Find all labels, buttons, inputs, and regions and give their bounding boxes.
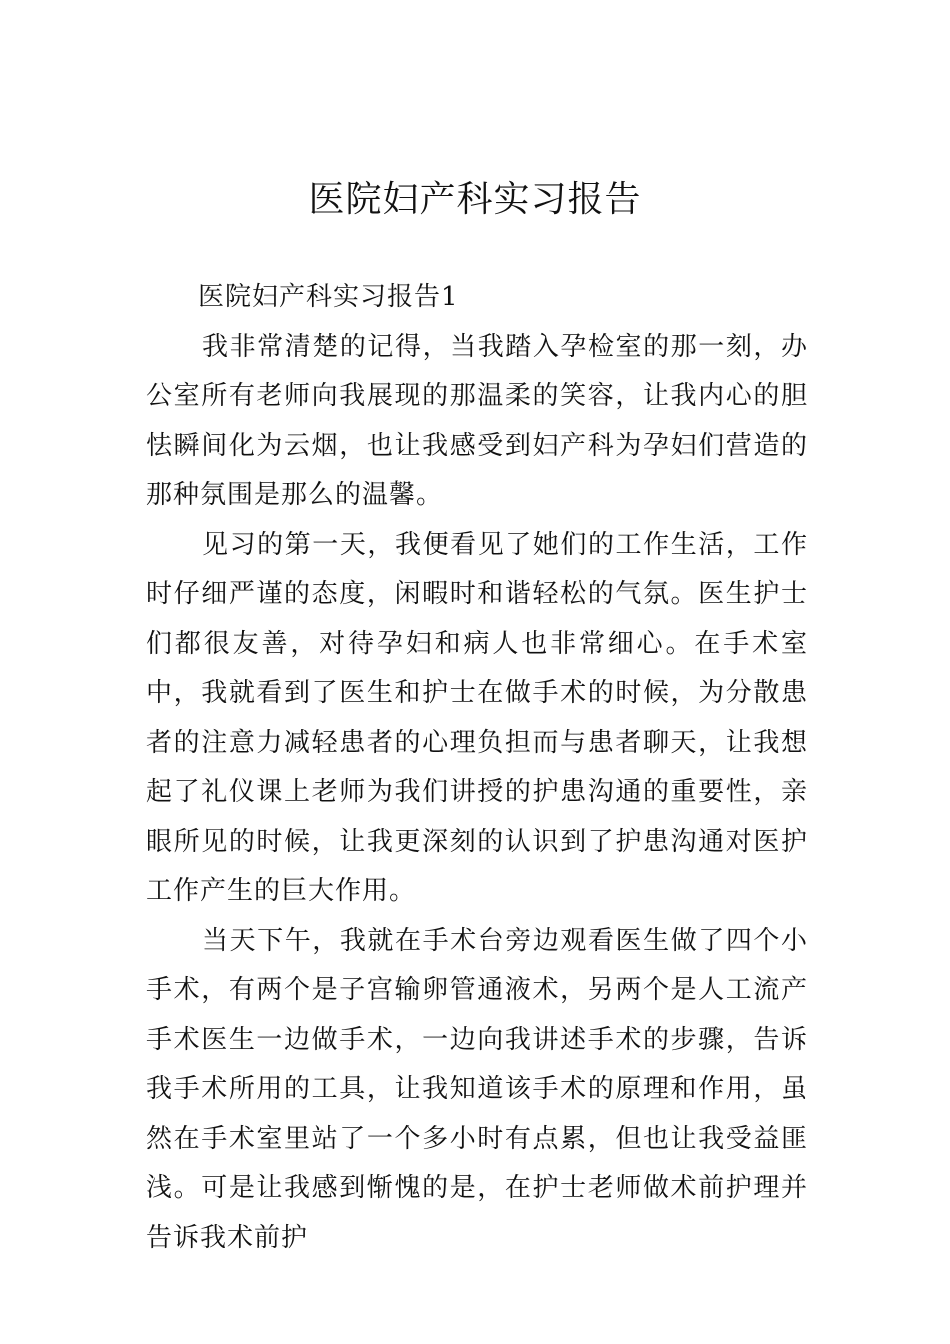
paragraph-3: 当天下午，我就在手术台旁边观看医生做了四个小手术，有两个是子宫输卵管通液术，另两个是人工流产手术医生一边做手术，一边向我讲述手术的步骤，告诉我手术所用的工具，让我知道该手术的原理和作用，虽然在手术室里站了一个多小时有点累，但也让我受益匪浅。可是让我感到惭愧的是，在护士老师做术前护理并告诉我术前护 [146,925,808,1253]
paragraph-2: 见习的第一天，我便看见了她们的工作生活，工作时仔细严谨的态度，闲暇时和谐轻松的气氛。医生护士们都很友善，对待孕妇和病人也非常细心。在手术室中，我就看到了医生和护士在做手术的时候，为分散患者的注意力减轻患者的心理负担而与患者聊天，让我想起了礼仪课上老师为我们讲授的护患沟通的重要性，亲眼所见的时候，让我更深刻的认识到了护患沟通对医护工作产生的巨大作用。 [146,529,808,906]
section-heading: 医院妇产科实习报告1 [198,282,459,312]
paragraph-1: 我非常清楚的记得，当我踏入孕检室的那一刻，办公室所有老师向我展现的那温柔的笑容，让我内心的胆怯瞬间化为云烟，也让我感受到妇产科为孕妇们营造的那种氛围是那么的温馨。 [146,331,808,510]
document-body [146,273,808,1263]
document-title: 医院妇产科实习报告 [308,179,642,220]
